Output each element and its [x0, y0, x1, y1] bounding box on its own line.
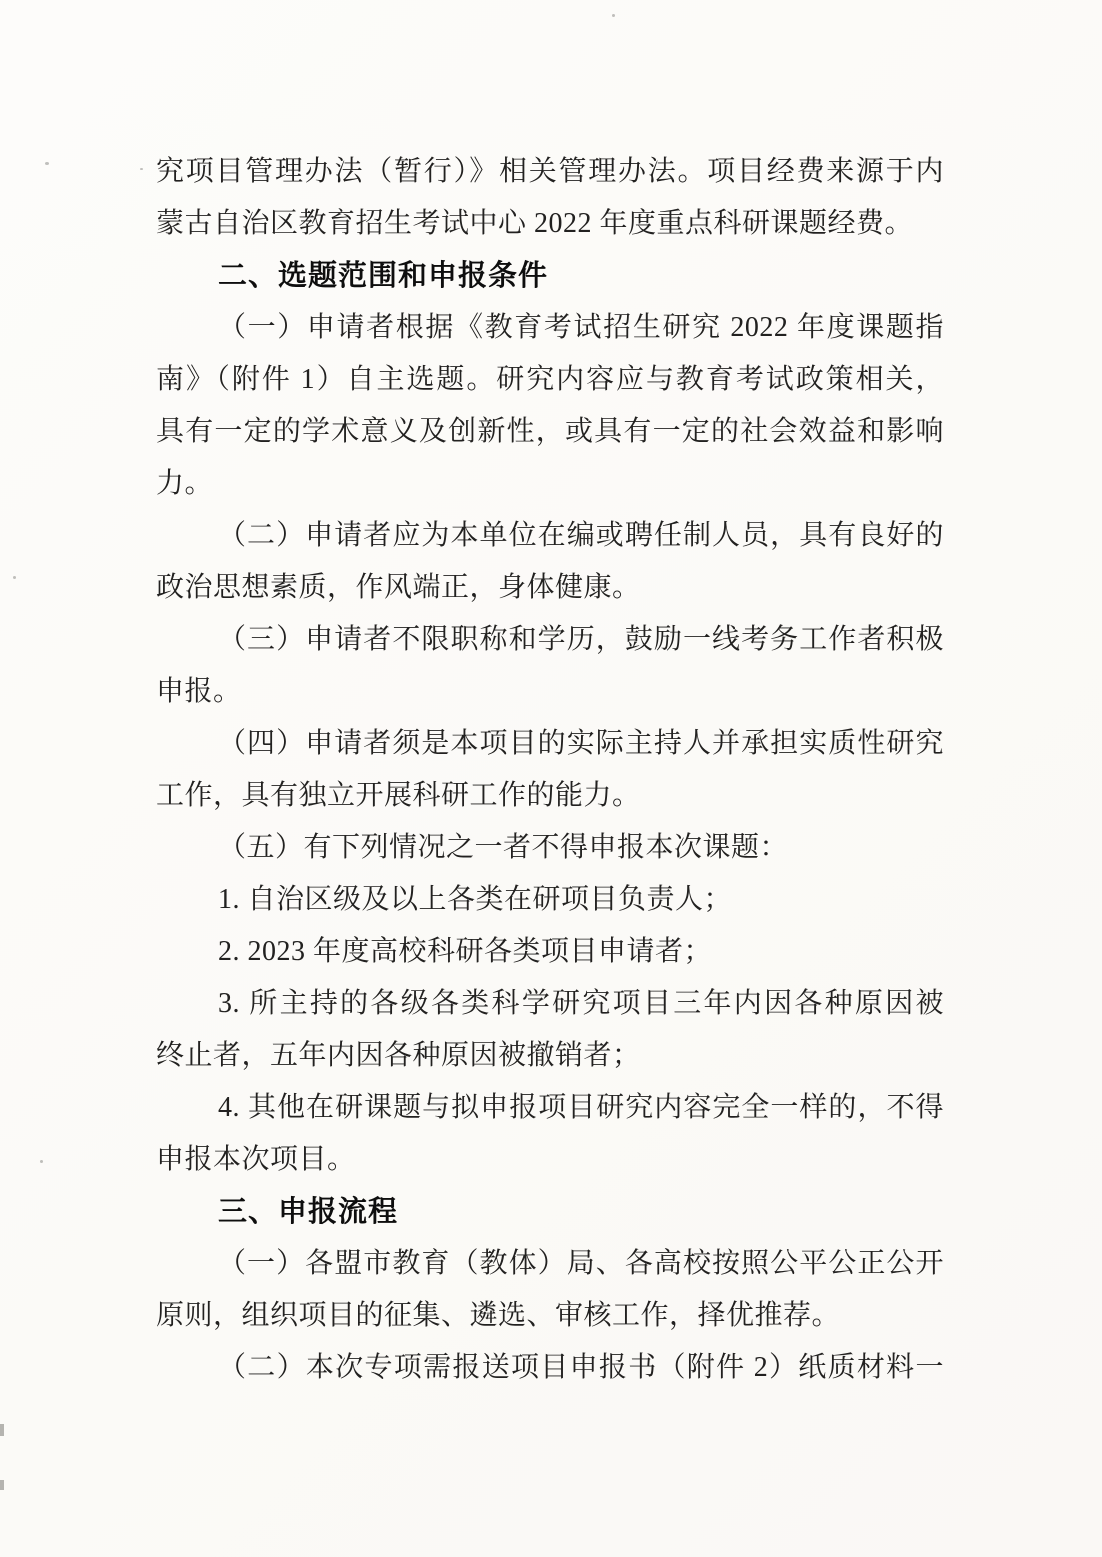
text-line: （五）有下列情况之一者不得申报本次课题： [218, 832, 789, 863]
text-line: （二）申请者应为本单位在编或聘任制人员，具有良好的 [218, 520, 944, 551]
section-heading: 三、申报流程 [218, 1196, 399, 1228]
text-line: （三）申请者不限职称和学历，鼓励一线考务工作者积极 [218, 624, 944, 655]
text-line: 1. 自治区级及以上各类在研项目负责人； [218, 884, 733, 915]
text-line: 工作，具有独立开展科研工作的能力。 [156, 780, 641, 811]
text-line: 究项目管理办法（暂行）》相关管理办法。项目经费来源于内 [156, 156, 944, 187]
section-heading: 二、选题范围和申报条件 [218, 260, 549, 292]
text-line: 南》（附件 1）自主选题。研究内容应与教育考试政策相关， [156, 364, 944, 395]
text-line: 蒙古自治区教育招生考试中心 2022 年度重点科研课题经费。 [156, 208, 914, 239]
scan-speck [13, 576, 16, 579]
text-line: 2. 2023 年度高校科研各类项目申请者； [218, 936, 713, 967]
text-line: 原则，组织项目的征集、遴选、审核工作，择优推荐。 [156, 1300, 841, 1331]
text-line: 力。 [156, 468, 214, 499]
text-line: 具有一定的学术意义及创新性，或具有一定的社会效益和影响 [156, 416, 944, 447]
scan-edge-artifact [0, 1424, 4, 1436]
scan-speck [40, 1160, 43, 1163]
text-line: 政治思想素质，作风端正，身体健康。 [156, 572, 641, 603]
scan-edge-artifact [0, 1480, 4, 1490]
scan-speck [612, 14, 615, 17]
text-line: （一）各盟市教育（教体）局、各高校按照公平公正公开 [218, 1248, 944, 1279]
text-line: 申报。 [156, 676, 242, 707]
scan-speck [140, 168, 143, 170]
text-line: 3. 所主持的各级各类科学研究项目三年内因各种原因被 [218, 988, 944, 1019]
text-line: 终止者，五年内因各种原因被撤销者； [156, 1040, 641, 1071]
text-line: 4. 其他在研课题与拟申报项目研究内容完全一样的，不得 [218, 1092, 944, 1123]
text-line: 申报本次项目。 [156, 1144, 356, 1175]
text-line: （一）申请者根据《教育考试招生研究 2022 年度课题指 [218, 312, 944, 343]
scan-speck [45, 162, 49, 165]
text-line: （四）申请者须是本项目的实际主持人并承担实质性研究 [218, 728, 944, 759]
text-line: （二）本次专项需报送项目申报书（附件 2）纸质材料一 [218, 1352, 944, 1383]
document-body [156, 146, 944, 1394]
